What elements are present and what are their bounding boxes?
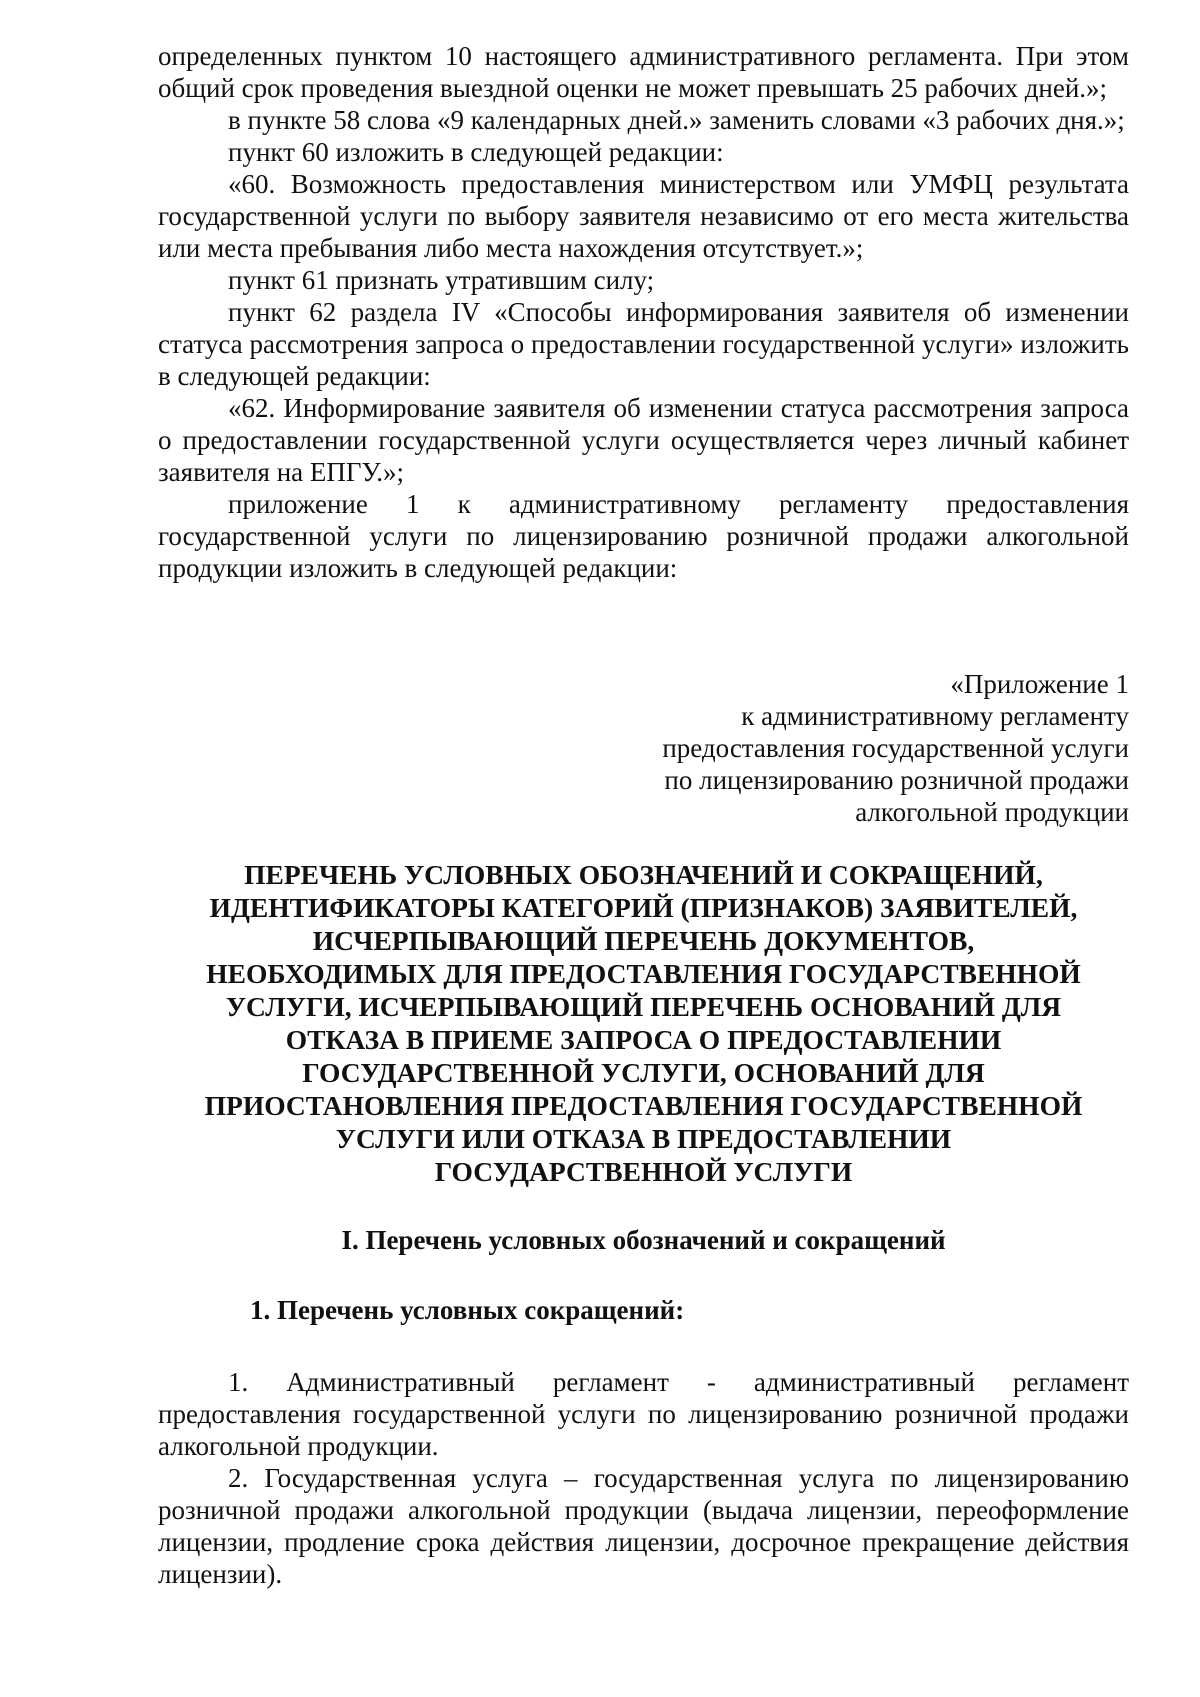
title-line: НЕОБХОДИМЫХ ДЛЯ ПРЕДОСТАВЛЕНИЯ ГОСУДАРСТВЕННОЙ [206, 958, 1081, 989]
title-line: ПЕРЕЧЕНЬ УСЛОВНЫХ ОБОЗНАЧЕНИЙ И СОКРАЩЕНИЙ, [244, 859, 1043, 890]
document-title [158, 858, 1129, 1188]
appendix-line: по лицензированию розничной продажи [664, 765, 1129, 795]
abbreviations-list [158, 1366, 1129, 1590]
paragraph-item-62-intro: пункт 62 раздела IV «Способы информирования заявителя об изменении статуса рассмотрения запроса о предоставлении государственной услуги» изложить в следующей редакции: [158, 297, 1129, 391]
paragraph-continuation: определенных пунктом 10 настоящего административного регламента. При этом общий срок проведения выездной оценки не может превышать 25 рабочих дней.»; [158, 41, 1129, 103]
paragraph-item-60-text: «60. Возможность предоставления министерством или УМФЦ результата государственной услуги по выбору заявителя независимо от его места жительства или места пребывания либо места нахождения отсутствует.»; [158, 169, 1129, 263]
title-line: ПРИОСТАНОВЛЕНИЯ ПРЕДОСТАВЛЕНИЯ ГОСУДАРСТВЕННОЙ [204, 1090, 1083, 1121]
list-item: 2. Государственная услуга – государственная услуга по лицензированию розничной продажи алкогольной продукции (выдача лицензии, переоформление лицензии, продление срока действия лицензии, досрочное прекращение действия лицензии). [158, 1463, 1129, 1589]
appendix-line: предоставления государственной услуги [662, 733, 1129, 763]
title-line: ИСЧЕРПЫВАЮЩИЙ ПЕРЕЧЕНЬ ДОКУМЕНТОВ, [312, 925, 975, 956]
paragraph-item-58: в пункте 58 слова «9 календарных дней.» заменить словами «3 рабочих дня.»; [228, 105, 1125, 135]
section-heading: I. Перечень условных обозначений и сокращений [341, 1225, 946, 1255]
appendix-line: к административному регламенту [741, 701, 1129, 731]
paragraph-item-61: пункт 61 признать утратившим силу; [228, 265, 655, 295]
title-line: ИДЕНТИФИКАТОРЫ КАТЕГОРИЙ (ПРИЗНАКОВ) ЗАЯВИТЕЛЕЙ, [209, 892, 1078, 923]
paragraph-item-62-text: «62. Информирование заявителя об изменении статуса рассмотрения запроса о предоставлении государственной услуги осуществляется через личный кабинет заявителя на ЕПГУ.»; [158, 393, 1129, 487]
appendix-line: алкогольной продукции [855, 797, 1129, 827]
list-item: 1. Административный регламент - административный регламент предоставления государственной услуги по лицензированию розничной продажи алкогольной продукции. [158, 1367, 1129, 1461]
subsection-heading: 1. Перечень условных сокращений: [250, 1295, 685, 1325]
appendix-caption [529, 668, 1129, 828]
title-line: ГОСУДАРСТВЕННОЙ УСЛУГИ, ОСНОВАНИЙ ДЛЯ [302, 1057, 985, 1088]
title-line: УСЛУГИ ИЛИ ОТКАЗА В ПРЕДОСТАВЛЕНИИ [335, 1123, 952, 1154]
appendix-line: «Приложение 1 [950, 669, 1129, 699]
paragraph-item-60-intro: пункт 60 изложить в следующей редакции: [228, 137, 724, 167]
amendment-text [158, 40, 1129, 584]
title-line: УСЛУГИ, ИСЧЕРПЫВАЮЩИЙ ПЕРЕЧЕНЬ ОСНОВАНИЙ ДЛЯ [225, 991, 1062, 1022]
title-line: ГОСУДАРСТВЕННОЙ УСЛУГИ [434, 1156, 853, 1187]
paragraph-appendix-intro: приложение 1 к административному регламенту предоставления государственной услуги по лицензированию розничной продажи алкогольной продукции изложить в следующей редакции: [158, 489, 1129, 583]
title-line: ОТКАЗА В ПРИЕМЕ ЗАПРОСА О ПРЕДОСТАВЛЕНИИ [285, 1024, 1002, 1055]
